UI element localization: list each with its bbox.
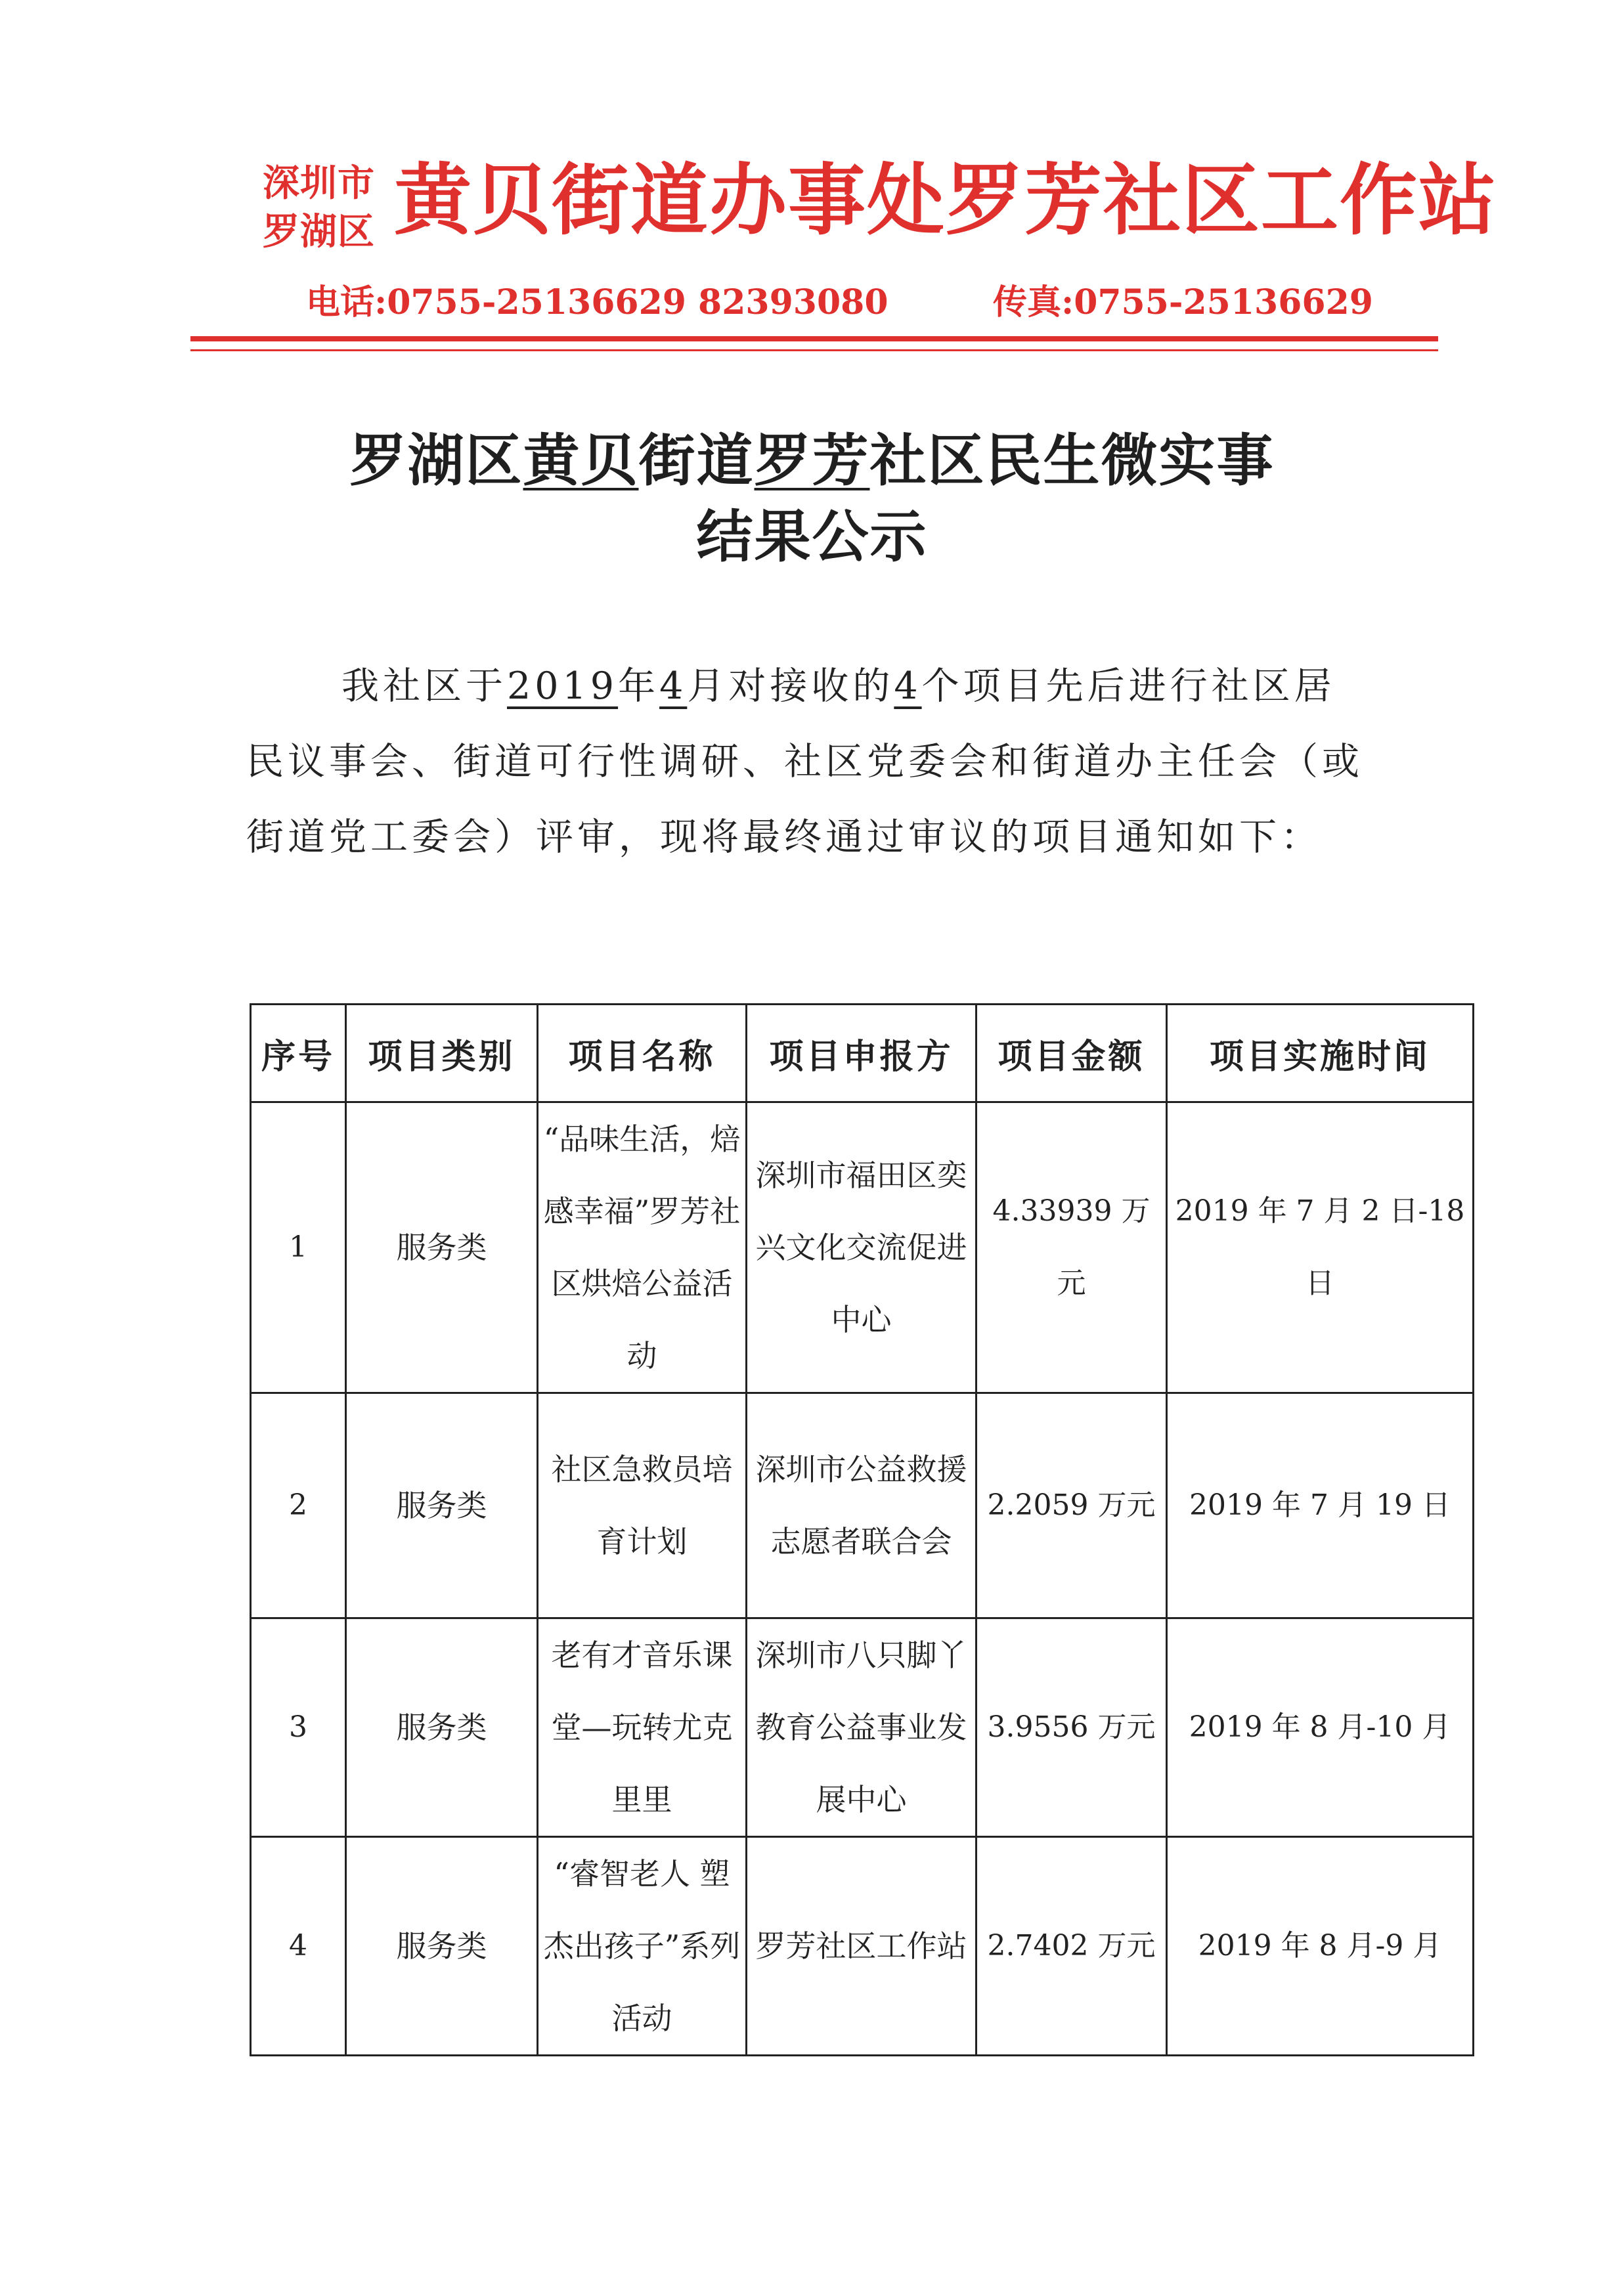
cell-time: 2019 年 8 月-9 月 [1167,1837,1474,2056]
header-no: 序号 [251,1005,346,1102]
cell-applicant: 深圳市福田区奕兴文化交流促进中心 [747,1102,977,1393]
cell-amount: 2.2059 万元 [977,1393,1167,1618]
cell-category: 服务类 [346,1393,538,1618]
cell-amount: 3.9556 万元 [977,1618,1167,1837]
table-row [251,1618,1474,1837]
table-header-row [251,1005,1474,1102]
cell-time: 2019 年 7 月 2 日-18 日 [1167,1102,1474,1393]
header-applicant: 项目申报方 [747,1005,977,1102]
header-amount: 项目金额 [977,1005,1167,1102]
letterhead-fax: 传真:0755-25136629 [993,282,1373,322]
title-community: 罗芳 [754,427,870,494]
letterhead-district: 罗湖区 [263,210,375,253]
body-text-3: 月对接收的 [687,664,894,708]
cell-no: 4 [251,1837,346,2056]
body-year: 2019 [507,664,619,708]
title-prefix: 罗湖区 [349,427,523,494]
body-count: 4 [894,664,922,708]
table-row [251,1393,1474,1618]
letterhead-org-name: 黄贝街道办事处罗芳社区工作站 [394,154,1498,246]
cell-time: 2019 年 7 月 19 日 [1167,1393,1474,1618]
cell-applicant: 深圳市八只脚丫教育公益事业发展中心 [747,1618,977,1837]
cell-applicant: 罗芳社区工作站 [747,1837,977,2056]
cell-name: 社区急救员培育计划 [538,1393,747,1618]
cell-name: 老有才音乐课堂—玩转尤克里里 [538,1618,747,1837]
letterhead-rule-thin [190,349,1438,351]
header-time: 项目实施时间 [1167,1005,1474,1102]
body-text-2: 年 [618,664,660,708]
cell-no: 2 [251,1393,346,1618]
body-paragraph [246,649,1376,875]
body-month: 4 [659,664,688,708]
cell-category: 服务类 [346,1102,538,1393]
document-subtitle: 结果公示 [696,504,928,570]
table-row [251,1102,1474,1393]
document-title [0,415,1624,496]
title-mid: 街道 [638,427,755,494]
cell-no: 1 [251,1102,346,1393]
header-name: 项目名称 [538,1005,747,1102]
cell-time: 2019 年 8 月-10 月 [1167,1618,1474,1837]
header-category: 项目类别 [346,1005,538,1102]
cell-amount: 2.7402 万元 [977,1837,1167,2056]
title-suffix: 社区民生微实事 [869,427,1275,494]
letterhead-city: 深圳市 [263,162,375,205]
cell-amount: 4.33939 万元 [977,1102,1167,1393]
cell-category: 服务类 [346,1837,538,2056]
table-row [251,1837,1474,2056]
body-text-4: 个项目先后进行社区居民议事会、街道可行性调研、社区党委会和街道办主任会（或街道党工委会）评审，现将最终通过审议的项目通知如下： [246,664,1363,859]
letterhead-rule-thick [190,336,1438,341]
cell-no: 3 [251,1618,346,1837]
project-table [250,1003,1474,2056]
letterhead-phone: 电话:0755-25136629 82393080 [306,282,889,322]
title-street: 黄贝 [523,427,639,494]
cell-applicant: 深圳市公益救援志愿者联合会 [747,1393,977,1618]
cell-name: “睿智老人 塑杰出孩子”系列活动 [538,1837,747,2056]
cell-category: 服务类 [346,1618,538,1837]
body-text-1: 我社区于 [341,664,507,708]
cell-name: “品味生活，焙感幸福”罗芳社区烘焙公益活动 [538,1102,747,1393]
